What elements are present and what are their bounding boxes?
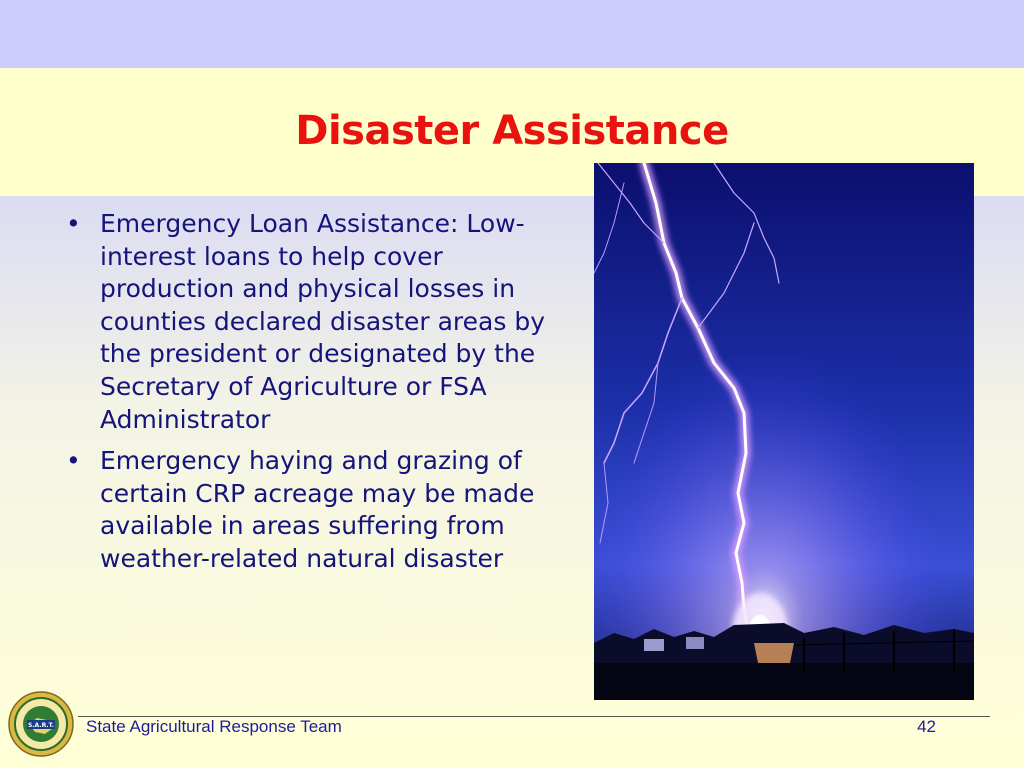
lightning-photo xyxy=(594,163,974,700)
bullet-icon: • xyxy=(66,446,81,476)
bullet-item xyxy=(66,208,556,436)
slide-title: Disaster Assistance xyxy=(295,108,729,154)
page-number: 42 xyxy=(917,717,936,736)
sart-logo xyxy=(7,690,75,758)
footer-organization: State Agricultural Response Team xyxy=(86,717,342,736)
bullet-icon: • xyxy=(66,209,81,238)
bullet-list xyxy=(66,208,556,585)
bullet-text: Emergency Loan Assistance: Low-interest loans to help cover production and physical losses in counties declared disaster areas by the president or designated by the Secretary of Agriculture or FSA Administrator xyxy=(100,209,545,434)
bullet-item xyxy=(66,445,556,575)
top-band xyxy=(0,0,1024,68)
svg-text:S.A.R.T.: S.A.R.T. xyxy=(27,722,55,729)
bullet-text: Emergency haying and grazing of certain CRP acreage may be made available in areas suffering from weather-related natural disaster xyxy=(100,446,535,573)
